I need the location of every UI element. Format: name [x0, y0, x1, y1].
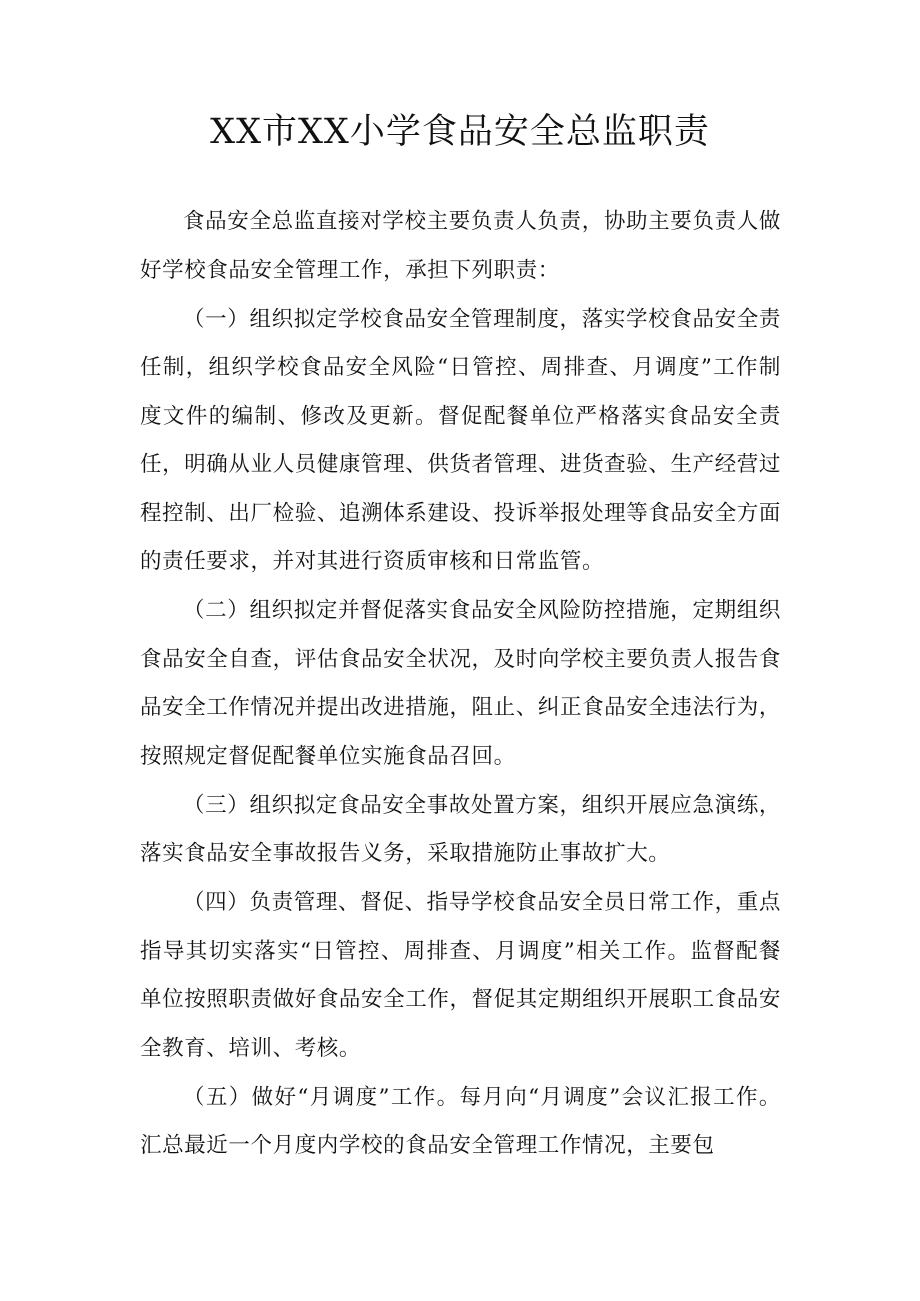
paragraph-duty-2: （二）组织拟定并督促落实食品安全风险防控措施，定期组织食品安全自查，评估食品安全状况，及时向学校主要负责人报告食品安全工作情况并提出改进措施，阻止、纠正食品安全违法行为，按照规定督促配餐单位实施食品召回。 — [140, 598, 781, 769]
paragraph-intro: 食品安全总监直接对学校主要负责人负责，协助主要负责人做好学校食品安全管理工作，承担下列职责： — [140, 209, 781, 283]
document-body — [140, 198, 781, 1171]
paragraph-duty-1: （一）组织拟定学校食品安全管理制度，落实学校食品安全责任制，组织学校食品安全风险“日管控、周排查、月调度”工作制度文件的编制、修改及更新。督促配餐单位严格落实食品安全责任，明确从业人员健康管理、供货者管理、进货查验、生产经营过程控制、出厂检验、追溯体系建设、投诉举报处理等食品安全方面的责任要求，并对其进行资质审核和日常监管。 — [140, 306, 781, 574]
paragraph-duty-5: （五）做好“月调度”工作。每月向“月调度”会议汇报工作。汇总最近一个月度内学校的食品安全管理工作情况，主要包 — [140, 1084, 781, 1158]
document-title: XX市XX小学食品安全总监职责 — [210, 112, 710, 152]
paragraph-duty-3: （三）组织拟定食品安全事故处置方案，组织开展应急演练，落实食品安全事故报告义务，采取措施防止事故扩大。 — [140, 792, 781, 866]
paragraph-duty-4: （四）负责管理、督促、指导学校食品安全员日常工作，重点指导其切实落实“日管控、周排查、月调度”相关工作。监督配餐单位按照职责做好食品安全工作，督促其定期组织开展职工食品安全教育、培训、考核。 — [140, 890, 781, 1061]
